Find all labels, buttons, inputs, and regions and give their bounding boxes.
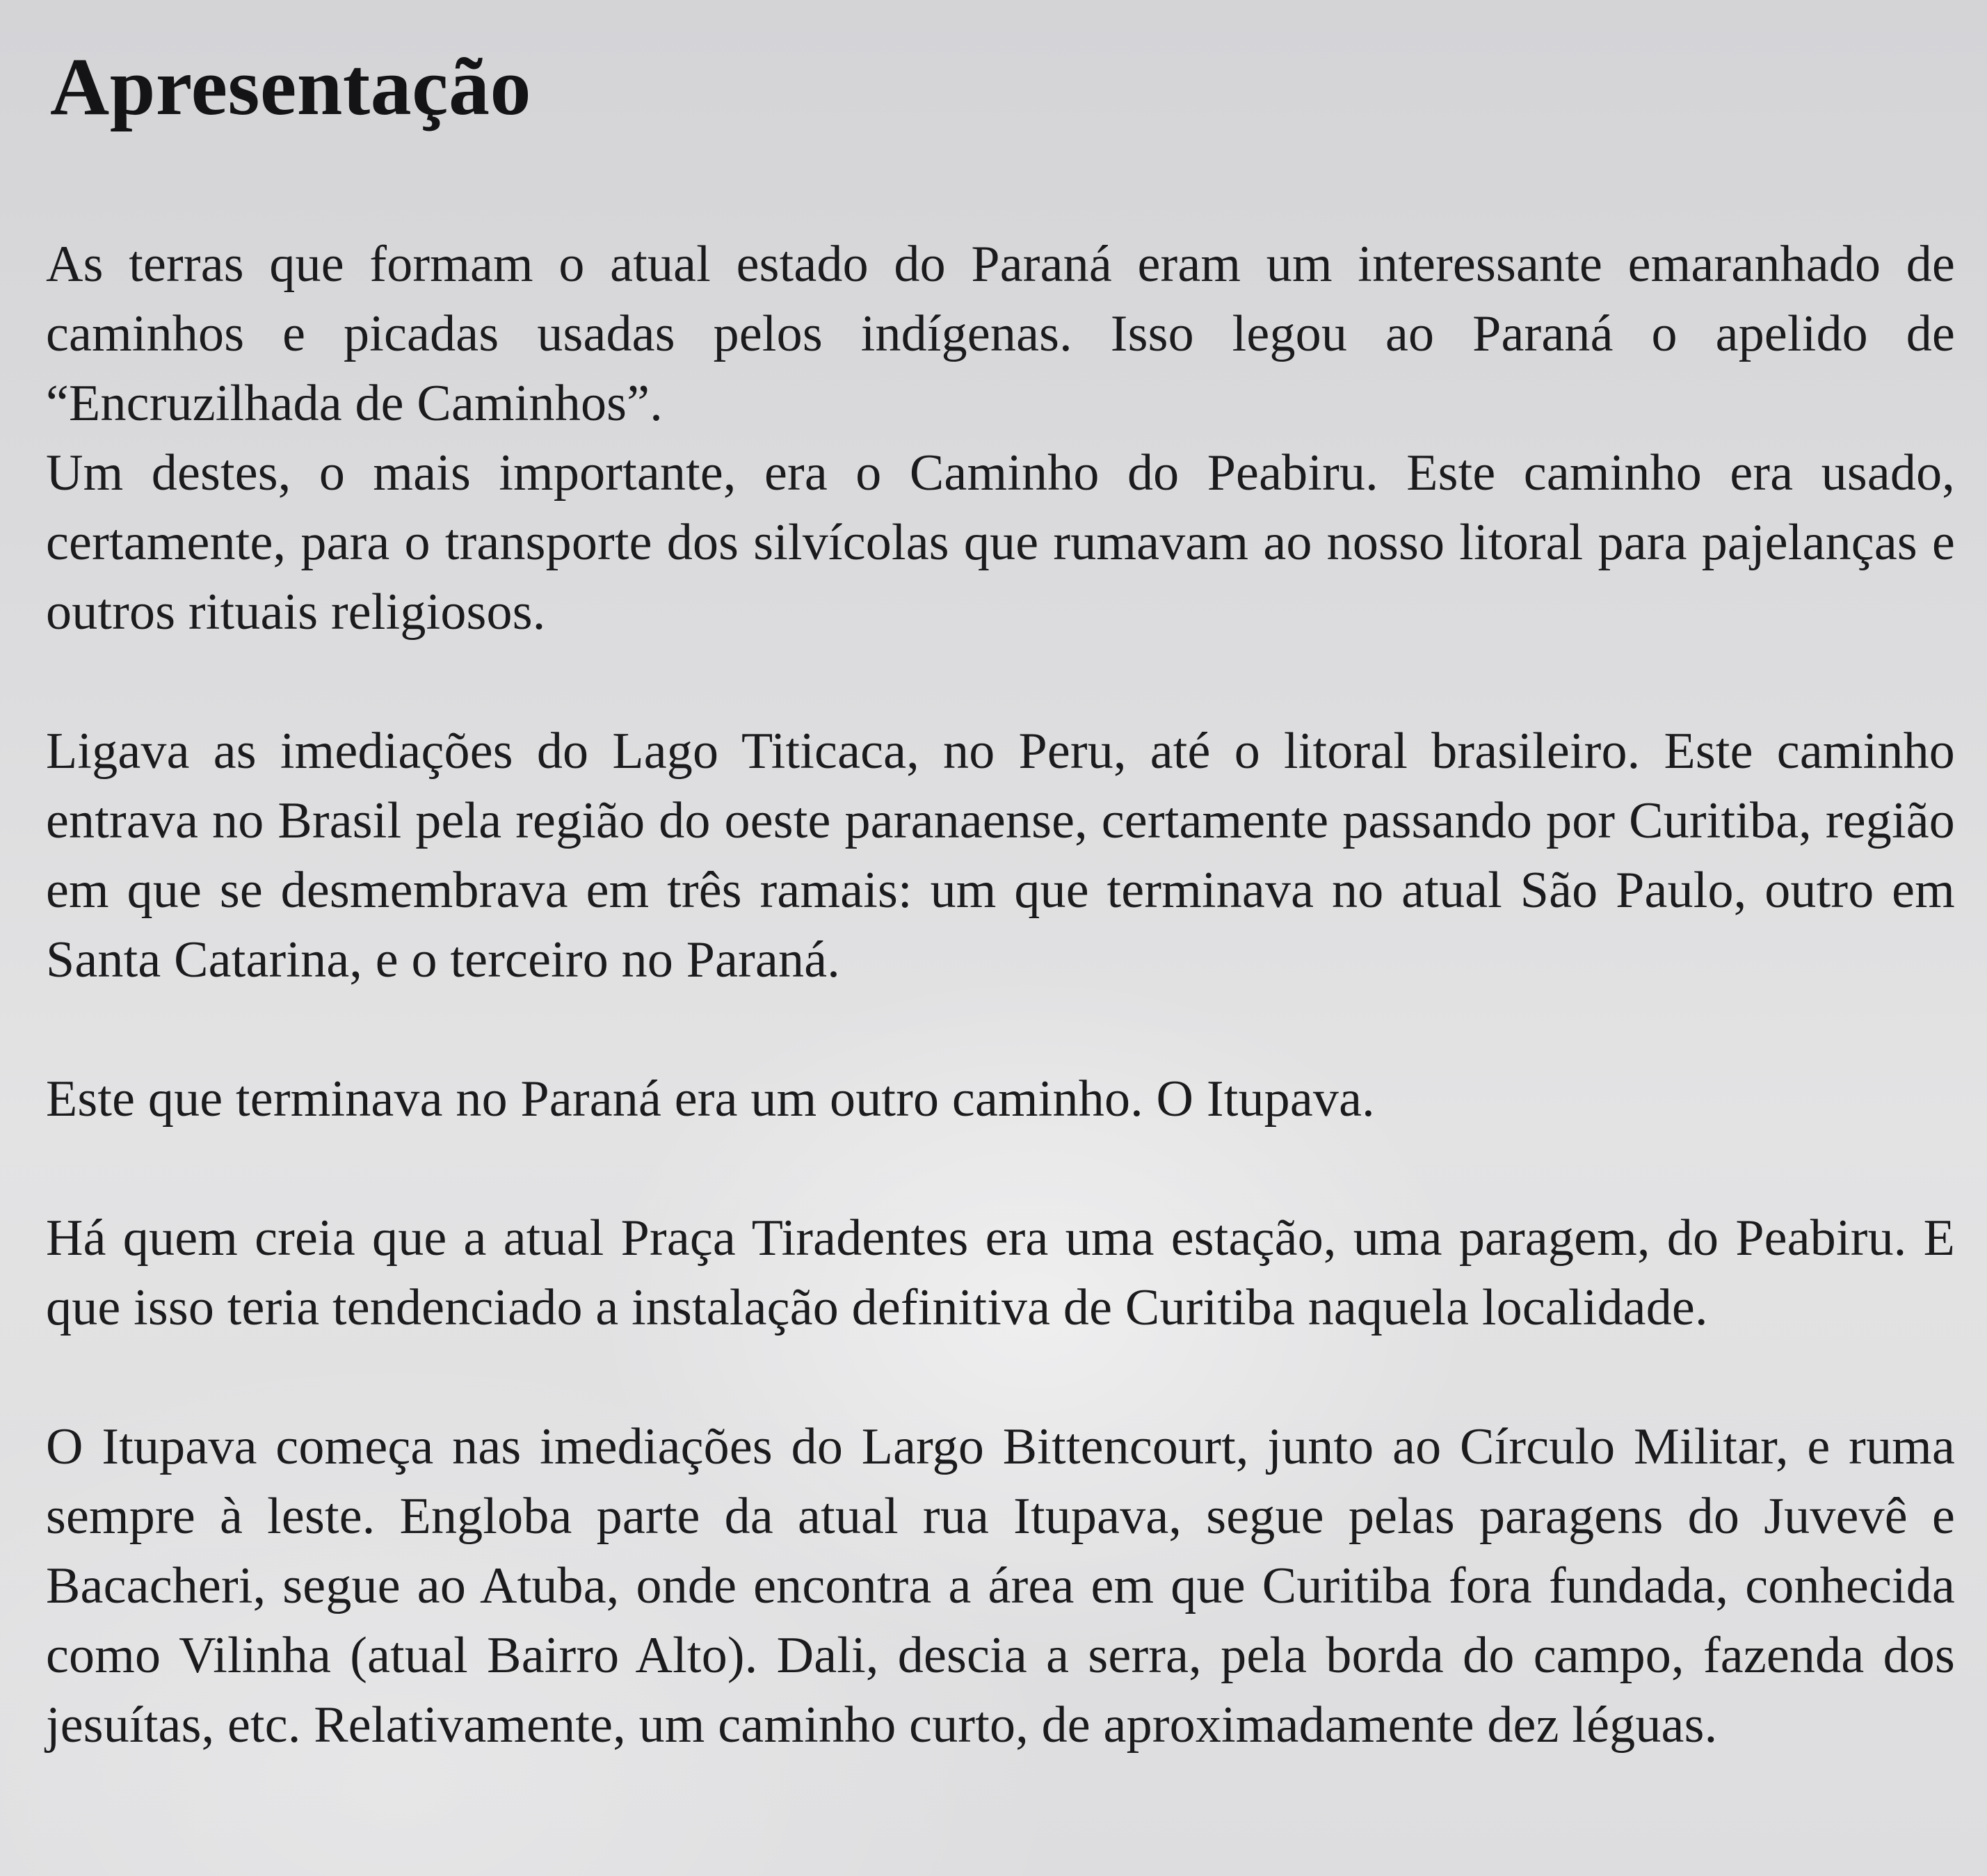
paragraph-peabiru: Um destes, o mais importante, era o Caminho do Peabiru. Este caminho era usado, certamente, para o transporte dos silvícolas que rumavam ao nosso litoral para pajelanças e outros rituais religiosos.: [46, 444, 1955, 641]
paragraph-spacer: [46, 1342, 1955, 1412]
body-text: [46, 230, 1955, 1760]
paragraph-intro: As terras que formam o atual estado do Paraná eram um interessante emaranhado de caminhos e picadas usadas pelos indígenas. Isso legou ao Paraná o apelido de “Encruzilhada de Caminhos”.: [46, 236, 1955, 432]
paragraph-itupava-route: O Itupava começa nas imediações do Largo Bittencourt, junto ao Círculo Militar, e ruma sempre à leste. Engloba parte da atual rua Itupava, segue pelas paragens do Juvevê e Bacacheri, segue ao Atuba, onde encontra a área em que Curitiba fora fundada, conhecida como Vilinha (atual Bairro Alto). Dali, descia a serra, pela borda do campo, fazenda dos jesuítas, etc. Relativamente, um caminho curto, de aproximadamente dez léguas.: [46, 1418, 1955, 1754]
paragraph-spacer: [46, 647, 1955, 716]
paragraph-praca-tiradentes: Há quem creia que a atual Praça Tiradentes era uma estação, uma paragem, do Peabiru. E que isso teria tendenciado a instalação definitiva de Curitiba naquela localidade.: [46, 1210, 1955, 1336]
paragraph-spacer: [46, 1134, 1955, 1203]
paragraph-itupava-intro: Este que terminava no Paraná era um outro caminho. O Itupava.: [46, 1071, 1375, 1128]
page-title: Apresentação: [50, 41, 532, 132]
paragraph-spacer: [46, 995, 1955, 1064]
paragraph-route: Ligava as imediações do Lago Titicaca, no Peru, até o litoral brasileiro. Este caminho entrava no Brasil pela região do oeste paranaense, certamente passando por Curitiba, região em que se desmembrava em três ramais: um que terminava no atual São Paulo, outro em Santa Catarina, e o terceiro no Paraná.: [46, 723, 1955, 988]
